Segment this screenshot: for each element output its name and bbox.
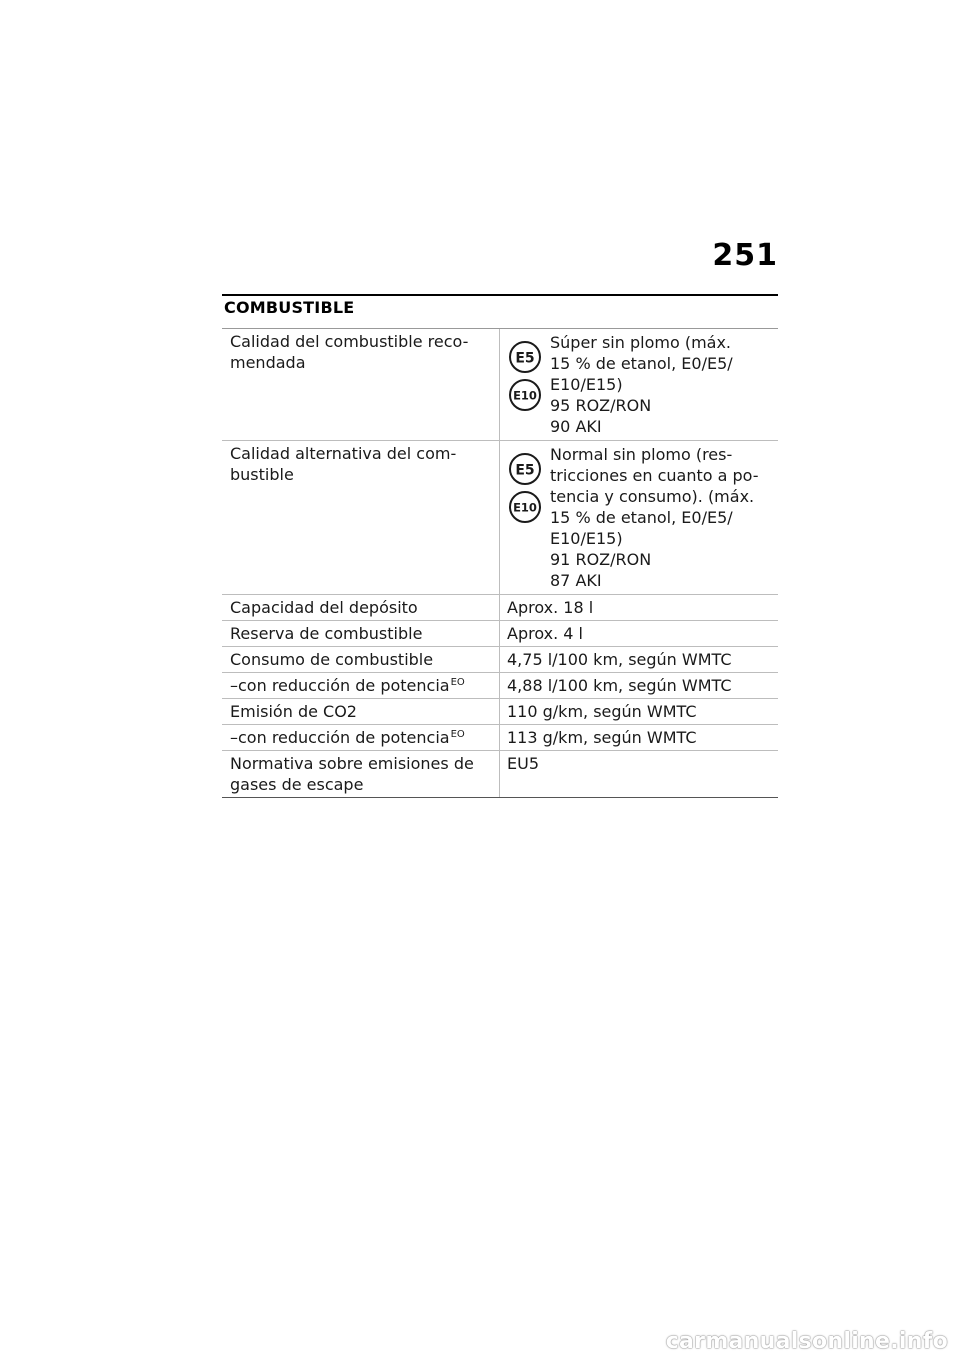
table-row [222,673,778,699]
e5-fuel-icon [508,340,548,374]
table-row [222,725,778,751]
row-value [500,329,737,440]
table-row [222,699,778,725]
table-row [222,595,778,621]
row-label [222,673,500,698]
row-label: Emisión de CO2 [222,699,500,724]
row-value: Aprox. 18 l [507,598,594,617]
e5-icon-label: E5 [515,350,535,367]
fuel-specs-table [222,328,778,798]
watermark: carmanualsonline.info [665,1329,948,1354]
row-label: Calidad del combustible reco- mendada [222,329,500,440]
e5-icon-label: E5 [515,462,535,479]
e10-icon-label: E10 [513,500,537,515]
row-label: Consumo de combustible [222,647,500,672]
row-label-text: –con reducción de potencia [230,728,450,747]
table-row [222,329,778,441]
row-value: 4,75 l/100 km, según WMTC [507,650,732,669]
page-number: 251 [712,238,778,273]
table-row [222,621,778,647]
row-label: Capacidad del depósito [222,595,500,620]
eo-superscript: EO [450,676,465,688]
row-value: 110 g/km, según WMTC [507,702,697,721]
e10-icon-label: E10 [513,388,537,403]
row-label: Normativa sobre emisiones de gases de escape [222,751,500,797]
fuel-spec-text: Súper sin plomo (máx. 15 % de etanol, E0/E5/ E10/E15) 95 ROZ/RON 90 AKI [550,333,733,436]
e5-fuel-icon [508,452,548,486]
e10-fuel-icon [508,378,548,412]
eo-superscript: EO [450,728,465,740]
row-label: Reserva de combustible [222,621,500,646]
header-rule [222,294,778,296]
section-title: COMBUSTIBLE [224,298,355,317]
fuel-icons [508,332,548,437]
row-value: Aprox. 4 l [507,624,583,643]
row-label-text: –con reducción de potencia [230,676,450,695]
table-row [222,751,778,798]
row-label: Calidad alternativa del com- bustible [222,441,500,594]
row-value: 4,88 l/100 km, según WMTC [507,676,732,695]
row-label [222,725,500,750]
e10-fuel-icon [508,490,548,524]
row-value: 113 g/km, según WMTC [507,728,697,747]
fuel-spec-text: Normal sin plomo (res- tricciones en cuanto a po- tencia y consumo). (máx. 15 % de etanol, E0/E5/ E10/E15) 91 ROZ/RON 87 AKI [550,445,759,590]
table-row [222,647,778,673]
row-value: EU5 [507,754,539,773]
fuel-icons [508,444,548,591]
table-row [222,441,778,595]
row-value [500,441,763,594]
